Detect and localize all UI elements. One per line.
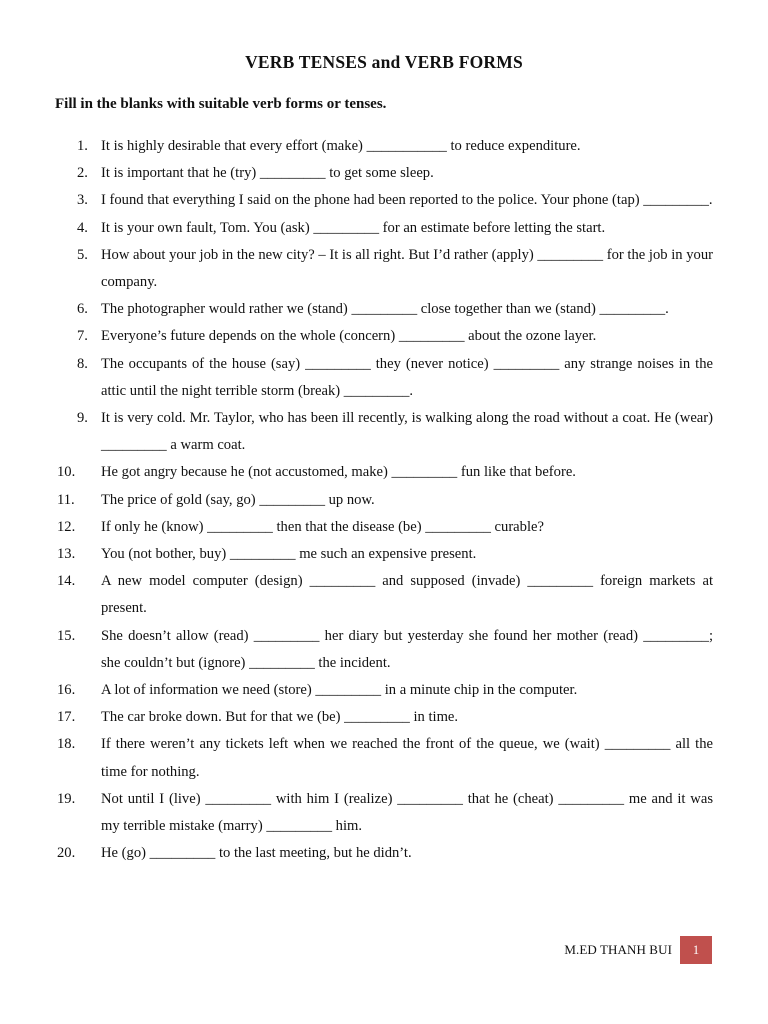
exercise-number: 15.: [57, 627, 76, 644]
exercise-number: 16.: [57, 682, 76, 699]
exercise-item: [57, 160, 713, 187]
exercise-list: [57, 133, 713, 867]
exercise-sentence: It is important that he (try) _________ to get some sleep.: [101, 165, 434, 182]
exercise-number: 3.: [77, 192, 88, 209]
exercise-number: 8.: [77, 355, 88, 372]
exercise-sentence: The occupants of the house (say) _________ they (never notice) _________ any strange noises in the attic until the night terrible storm (break) _________.: [101, 355, 713, 399]
exercise-item: [57, 351, 713, 405]
exercise-number: 17.: [57, 709, 76, 726]
footer-author: M.ED THANH BUI: [564, 942, 672, 957]
exercise-number: 5.: [77, 246, 88, 263]
exercise-sentence: He got angry because he (not accustomed, make) _________ fun like that before.: [101, 464, 576, 481]
exercise-item: [57, 731, 713, 785]
exercise-number: 4.: [77, 219, 88, 236]
exercise-sentence: If only he (know) _________ then that the disease (be) _________ curable?: [101, 518, 544, 535]
exercise-sentence: The price of gold (say, go) _________ up now.: [101, 491, 375, 508]
exercise-item: [57, 786, 713, 840]
exercise-sentence: I found that everything I said on the phone had been reported to the police. Your phone (tap) _________.: [101, 192, 713, 209]
exercise-sentence: Everyone’s future depends on the whole (concern) _________ about the ozone layer.: [101, 328, 597, 345]
exercise-number: 2.: [77, 165, 88, 182]
exercise-item: [57, 215, 713, 242]
page-title: VERB TENSES and VERB FORMS: [245, 52, 523, 72]
exercise-item: [57, 704, 713, 731]
exercise-item: [57, 242, 713, 296]
exercise-sentence: A lot of information we need (store) _________ in a minute chip in the computer.: [101, 682, 578, 699]
exercise-number: 1.: [77, 138, 88, 154]
exercise-item: [57, 840, 713, 867]
exercise-sentence: Not until I (live) _________ with him I (realize) _________ that he (cheat) _________ me and it was my terrible mistake (marry) _________ him.: [101, 790, 713, 835]
exercise-number: 7.: [77, 328, 88, 345]
exercise-number: 12.: [57, 518, 76, 535]
exercise-number: 11.: [57, 491, 75, 508]
exercise-item: [57, 487, 713, 514]
exercise-sentence: It is highly desirable that every effort (make) ___________ to reduce expenditure.: [101, 138, 581, 154]
exercise-sentence: It is your own fault, Tom. You (ask) _________ for an estimate before letting the start.: [101, 219, 606, 236]
exercise-item: [57, 323, 713, 350]
exercise-number: 19.: [57, 790, 76, 807]
exercise-item: [57, 133, 713, 160]
exercise-number: 10.: [57, 464, 76, 481]
exercise-item: [57, 405, 713, 459]
exercise-sentence: A new model computer (design) _________ and supposed (invade) _________ foreign markets at present.: [101, 573, 713, 617]
exercise-sentence: How about your job in the new city? – It is all right. But I’d rather (apply) _________ for the job in your company.: [101, 246, 713, 291]
exercise-item: [57, 514, 713, 541]
exercise-sentence: The car broke down. But for that we (be) _________ in time.: [101, 709, 459, 726]
exercise-sentence: If there weren’t any tickets left when we reached the front of the queue, we (wait) _________ all the time for nothing.: [101, 736, 713, 780]
exercise-sentence: He (go) _________ to the last meeting, but he didn’t.: [101, 845, 412, 862]
page-footer: [0, 936, 768, 966]
exercise-number: 14.: [57, 573, 76, 590]
exercise-item: [57, 568, 713, 622]
exercise-number: 18.: [57, 736, 76, 753]
exercise-number: 20.: [57, 845, 76, 862]
exercise-number: 9.: [77, 410, 88, 427]
exercise-item: [57, 541, 713, 568]
exercise-number: 6.: [77, 301, 88, 318]
exercise-item: [57, 459, 713, 486]
exercise-item: [57, 623, 713, 677]
exercise-item: [57, 296, 713, 323]
exercise-sentence: You (not bother, buy) _________ me such an expensive present.: [101, 546, 477, 563]
exercise-item: [57, 187, 713, 214]
exercise-sentence: She doesn’t allow (read) _________ her diary but yesterday she found her mother (read) _________; she couldn’t but (ignore) _________ the incident.: [101, 627, 713, 671]
page-number-badge: 1: [680, 936, 712, 964]
exercise-sentence: The photographer would rather we (stand) _________ close together than we (stand) _________.: [101, 301, 669, 318]
exercise-item: [57, 677, 713, 704]
exercise-sentence: It is very cold. Mr. Taylor, who has been ill recently, is walking along the road without a coat. He (wear) _________ a warm coat.: [101, 410, 713, 454]
exercise-number: 13.: [57, 546, 76, 563]
instruction-text: Fill in the blanks with suitable verb forms or tenses.: [55, 96, 387, 112]
